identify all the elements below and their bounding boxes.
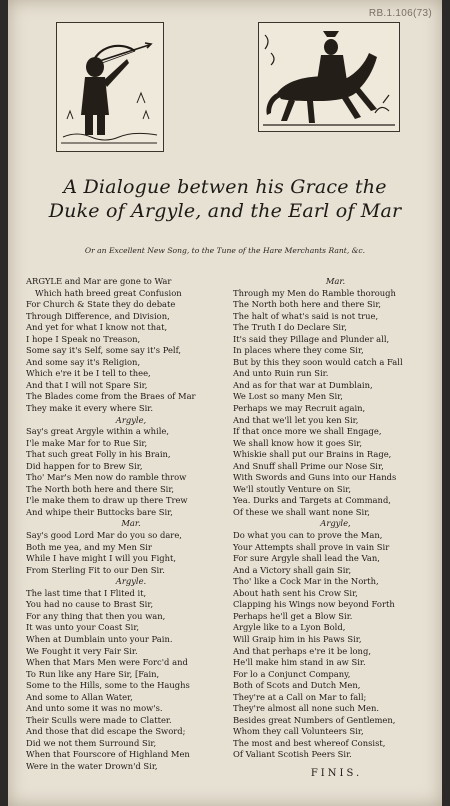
verse-line: ARGYLE and Mar are gone to War <box>26 276 172 286</box>
verse-line: He'll make him stand in aw Sir. <box>233 657 366 668</box>
verse-line: Clapping his Wings now beyond Forth <box>233 599 395 610</box>
verse-line: The Blades come from the Braes of Mar <box>26 391 196 402</box>
verse-line: Did happen for to Brew Sir, <box>26 460 143 471</box>
verse-line: And yet for what I know not that, <box>26 322 168 333</box>
verse-line: To Run like any Hare Sir, [Fain, <box>26 668 160 679</box>
verse-line: For any thing that then you wan, <box>26 610 166 621</box>
verse-line: The halt of what's said is not true, <box>233 310 379 321</box>
verse-line: Perhaps we may Recruit again, <box>233 403 366 414</box>
speaker-heading: Argyle. <box>115 576 147 587</box>
verse-line: And that we'll let you ken Sir, <box>233 414 359 425</box>
verse-line: Say's great Argyle within a while, <box>26 426 170 437</box>
verse-line: And those that did escape the Sword; <box>26 726 186 737</box>
verse-line: And that I will not Spare Sir, <box>26 379 148 390</box>
archer-woodcut-image <box>57 23 163 151</box>
verse-line: We shall know how it goes Sir, <box>233 437 363 448</box>
speaker-heading: Mar. <box>121 518 141 529</box>
right-verse-column <box>233 276 438 761</box>
verse-line: The most and best whereof Consist, <box>233 737 386 748</box>
verse-line: It was unto your Coast Sir, <box>26 622 140 633</box>
verse-line: Tho' Mar's Men now do ramble throw <box>26 472 187 483</box>
verse-line: Whom they call Volunteers Sir, <box>233 726 364 737</box>
verse-line: You had no cause to Brast Sir, <box>26 599 154 610</box>
verse-line: Which hath breed great Confusion <box>35 287 182 298</box>
verse-line: Yea. Durks and Targets at Command, <box>233 495 391 506</box>
verse-line: In places where they come Sir, <box>233 345 364 356</box>
verse-line: I hope I Speak no Treason, <box>26 333 141 344</box>
verse-line: And whipe their Buttocks bare Sir, <box>26 506 173 517</box>
verse-line: I'le make Mar for to Rue Sir, <box>26 437 148 448</box>
verse-line: We Lost so many Men Sir, <box>233 391 343 402</box>
subtitle: Or an Excellent New Song, to the Tune of the Hare Merchants Rant, &c. <box>84 246 366 255</box>
verse-line: Your Attempts shall prove in vain Sir <box>233 541 390 552</box>
verse-line: Of these we shall want none Sir, <box>233 506 370 517</box>
verse-line: Through Difference, and Division, <box>26 310 170 321</box>
verse-line: For sure Argyle shall lead the Van, <box>233 553 380 564</box>
title-line-1: A Dialogue betwen his Grace the <box>63 176 387 198</box>
verse-line: And that perhaps e're it be long, <box>233 645 371 656</box>
left-verse-column <box>26 276 236 773</box>
speaker-heading: Argyle, <box>320 518 351 529</box>
verse-line: I'le make them to draw up there Trew <box>26 495 188 506</box>
verse-line: The North both here and there Sir, <box>233 299 382 310</box>
verse-line: And unto Ruin run Sir. <box>233 368 329 379</box>
broadside-page <box>8 0 442 806</box>
verse-line: We'll stoutly Venture on Sir, <box>233 483 352 494</box>
verse-line: Argyle like to a Lyon Bold, <box>233 622 346 633</box>
finis-mark: FINIS. <box>310 768 363 779</box>
archer-woodcut <box>56 22 164 152</box>
verse-line: Both me yea, and my Men Sir <box>26 541 152 552</box>
title-line-2: Duke of Argyle, and the Earl of Mar <box>48 200 402 222</box>
verse-line: When at Dumblain unto your Pain. <box>26 633 173 644</box>
verse-line: Say's good Lord Mar do you so dare, <box>26 530 182 541</box>
horseman-woodcut <box>258 22 400 132</box>
verse-line: But by this they soon would catch a Fall <box>233 356 403 367</box>
verse-line: Do what you can to prove the Man, <box>233 530 383 541</box>
verse-line: From Sterling Fit to our Den Sir. <box>26 564 165 575</box>
verse-line: That such great Folly in his Brain, <box>26 449 171 460</box>
verse-line: They're at a Call on Mar to fall; <box>233 691 367 702</box>
verse-line: Whiskie shall put our Brains in Rage, <box>233 449 392 460</box>
verse-line: They make it every where Sir. <box>26 403 154 414</box>
verse-line: Which e're it be I tell to thee, <box>26 368 151 379</box>
verse-line: And unto some it was no mow's. <box>26 703 163 714</box>
verse-line: Their Sculls were made to Clatter. <box>26 714 172 725</box>
verse-line: About hath sent his Crow Sir, <box>233 587 358 598</box>
verse-line: And a Victory shall gain Sir, <box>233 564 352 575</box>
verse-line: It's said they Pillage and Plunder all, <box>233 333 390 344</box>
verse-line: Some to the Hills, some to the Haughs <box>26 680 190 691</box>
verse-line: Of Valiant Scotish Peers Sir. <box>233 749 352 760</box>
verse-line: The last time that I Flited it, <box>26 587 147 598</box>
verse-line: And some say it's Religion, <box>26 356 141 367</box>
verse-line: While I have might I will you Fight, <box>26 553 177 564</box>
verse-line: And as for that war at Dumblain, <box>233 379 373 390</box>
speaker-heading: Argyle, <box>115 414 147 425</box>
verse-line: The North both here and there Sir, <box>26 483 175 494</box>
verse-line: For Church & State they do debate <box>26 299 176 310</box>
verse-line: Perhaps he'll get a Blow Sir. <box>233 610 353 621</box>
verse-line: Through my Men do Ramble thorough <box>233 287 396 298</box>
verse-line: Some say it's Self, some say it's Pelf, <box>26 345 182 356</box>
verse-line: Both of Scots and Dutch Men, <box>233 680 361 691</box>
verse-line: For lo a Conjunct Company, <box>233 668 351 679</box>
verse-line: And some to Allan Water, <box>26 691 133 702</box>
verse-line: When that Mars Men were Forc'd and <box>26 657 188 668</box>
verse-line: Were in the water Drown'd Sir, <box>26 760 158 771</box>
verse-line: If that once more we shall Engage, <box>233 426 382 437</box>
verse-line: Will Graip him in his Paws Sir, <box>233 633 362 644</box>
verse-line: They're almost all none such Men. <box>233 703 380 714</box>
verse-line: With Swords and Guns into our Hands <box>233 472 397 483</box>
verse-line: Did we not them Surround Sir, <box>26 737 157 748</box>
verse-line: We Fought it very Fair Sir. <box>26 645 138 656</box>
speaker-heading: Mar. <box>325 276 346 286</box>
verse-line: And Snuff shall Prime our Nose Sir, <box>233 460 384 471</box>
verse-line: When that Fourscore of Highland Men <box>26 749 190 760</box>
shelfmark-note: RB.1.106(73) <box>368 8 432 19</box>
verse-line: Besides great Numbers of Gentlemen, <box>233 714 396 725</box>
horseman-woodcut-image <box>259 23 399 131</box>
verse-line: Tho' like a Cock Mar in the North, <box>233 576 379 587</box>
verse-line: The Truth I do Declare Sir, <box>233 322 347 333</box>
